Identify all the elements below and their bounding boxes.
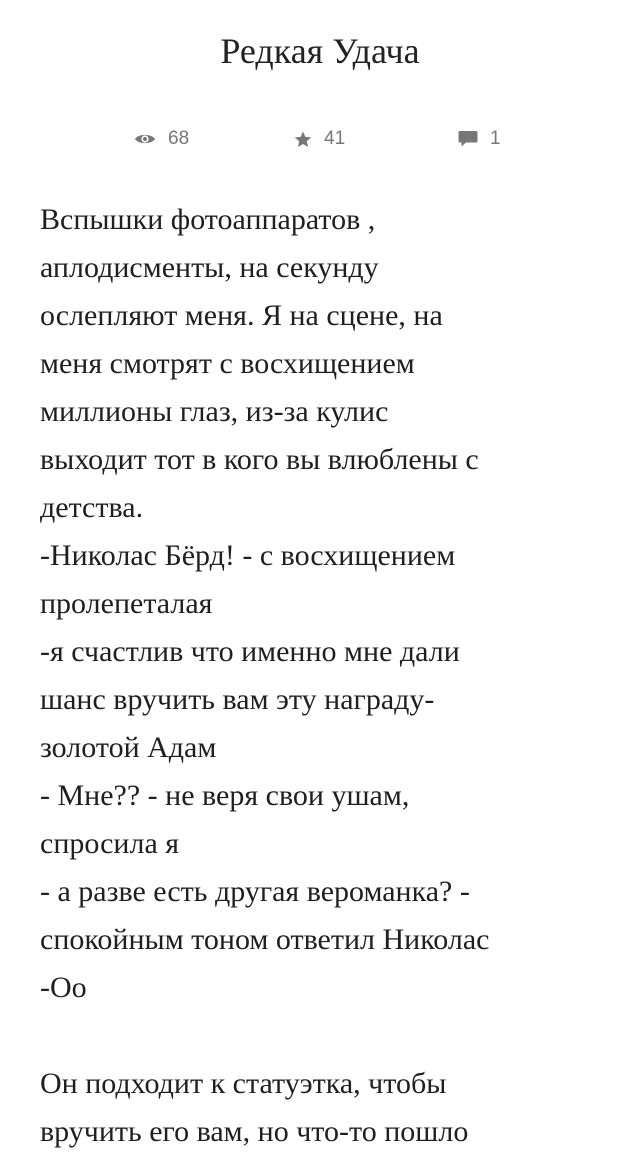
story-text [40, 196, 600, 1156]
star-icon [294, 131, 312, 148]
stars-stat [294, 126, 345, 152]
views-stat [134, 126, 189, 152]
comments-count: 1 [490, 128, 501, 149]
stars-count: 41 [324, 128, 346, 149]
story-stats [0, 126, 640, 152]
story-paragraph: Вспышки фотоаппаратов , аплодисменты, на секунду ослепляют меня. Я на сцене, на меня смотрят с восхищением миллионы глаз, из-за кулис выходит тот в кого вы влюблены с детства. -Николас Бёрд! - с восхищением пролепеталая -я счастлив что именно мне дали шанс вручить вам эту награду- золотой Адам - Мне?? - не веря свои ушам, спросила я - а разве есть другая вероманка? - спокойным тоном ответил Николас -Оо [40, 203, 490, 1004]
story-title: Редкая Удача [220, 31, 420, 71]
story-paragraph: Он подходит к статуэтка, чтобы вручить его вам, но что-то пошло [40, 1067, 469, 1148]
views-count: 68 [168, 128, 190, 149]
eye-icon [134, 132, 156, 146]
comment-icon [458, 130, 478, 148]
comments-stat [458, 126, 501, 152]
